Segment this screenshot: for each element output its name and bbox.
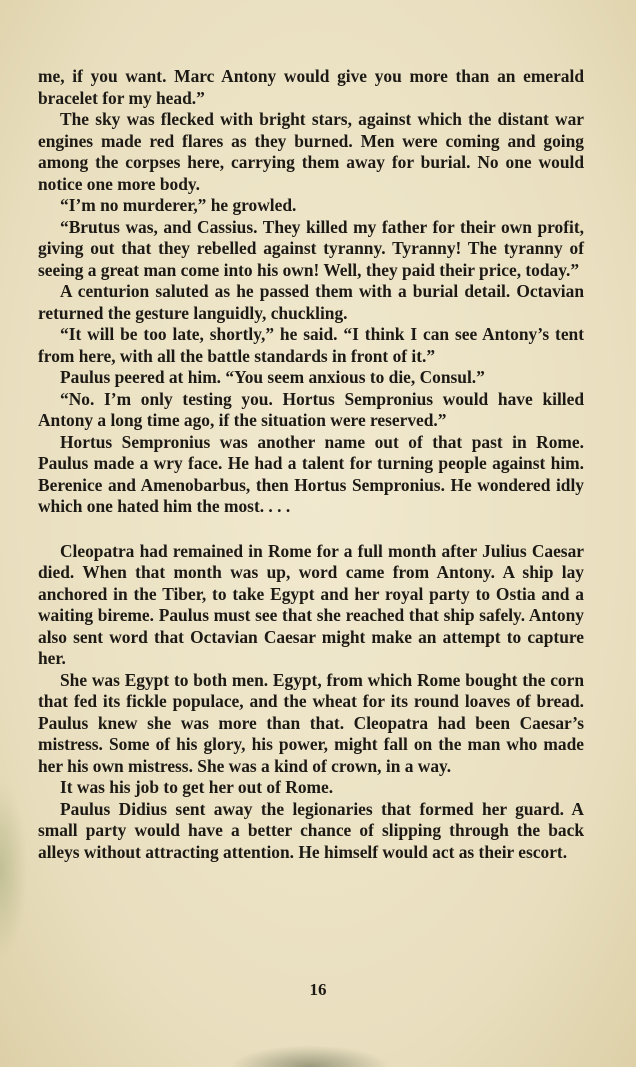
paragraph: Paulus Didius sent away the legionaries that formed her guard. A small party would have a better chance of slipping through the back alleys without attracting attention. He himself would act as their escort. (38, 798, 584, 862)
paragraph: Hortus Sempronius was another name out of that past in Rome. Paulus made a wry face. He had a talent for turning people against him. Berenice and Amenobarbus, then Hortus Sempronius. He wondered idly which one hated him the most. . . . (38, 431, 584, 516)
paragraph: A centurion saluted as he passed them with a burial detail. Octavian returned the gesture languidly, chuckling. (38, 281, 584, 323)
page-stain (0, 780, 28, 960)
paragraph: “Brutus was, and Cassius. They killed my father for their own profit, giving out that they rebelled against tyranny. Tyranny! The tyranny of seeing a great man come into his own! Well, they paid their price, today.” (38, 216, 584, 280)
page-stain-bottom (230, 1045, 390, 1067)
paragraph: The sky was flecked with bright stars, against which the distant war engines made red flares as they burned. Men were coming and going among the corpses here, carrying them away for burial. No one would notice one more body. (38, 109, 584, 194)
paragraph: me, if you want. Marc Antony would give you more than an emerald bracelet for my head.” (38, 66, 584, 108)
book-page-text (38, 66, 584, 863)
paragraph: It was his job to get her out of Rome. (60, 777, 334, 797)
paragraph: She was Egypt to both men. Egypt, from which Rome bought the corn that fed its fickle populace, and the wheat for its round loaves of bread. Paulus knew she was more than that. Cleopatra had been Caesar’s mistress. Some of his glory, his power, might fall on the man who made her his own mistress. She was a kind of crown, in a way. (38, 669, 584, 776)
page-number: 16 (309, 980, 327, 999)
paragraph: Cleopatra had remained in Rome for a full month after Julius Caesar died. When that month was up, word came from Antony. A ship lay anchored in the Tiber, to take Egypt and her royal party to Ostia and a waiting bireme. Paulus must see that she reached that ship safely. Antony also sent word that Octavian Caesar might make an attempt to capture her. (38, 540, 584, 668)
section-break (38, 518, 584, 541)
paragraph: Paulus peered at him. “You seem anxious to die, Consul.” (60, 367, 485, 387)
paragraph: “No. I’m only testing you. Hortus Sempronius would have killed Antony a long time ago, if the situation were reserved.” (38, 388, 584, 430)
paragraph: “I’m no murderer,” he growled. (60, 195, 297, 215)
paragraph: “It will be too late, shortly,” he said. “I think I can see Antony’s tent from here, with all the battle standards in front of it.” (38, 324, 584, 366)
